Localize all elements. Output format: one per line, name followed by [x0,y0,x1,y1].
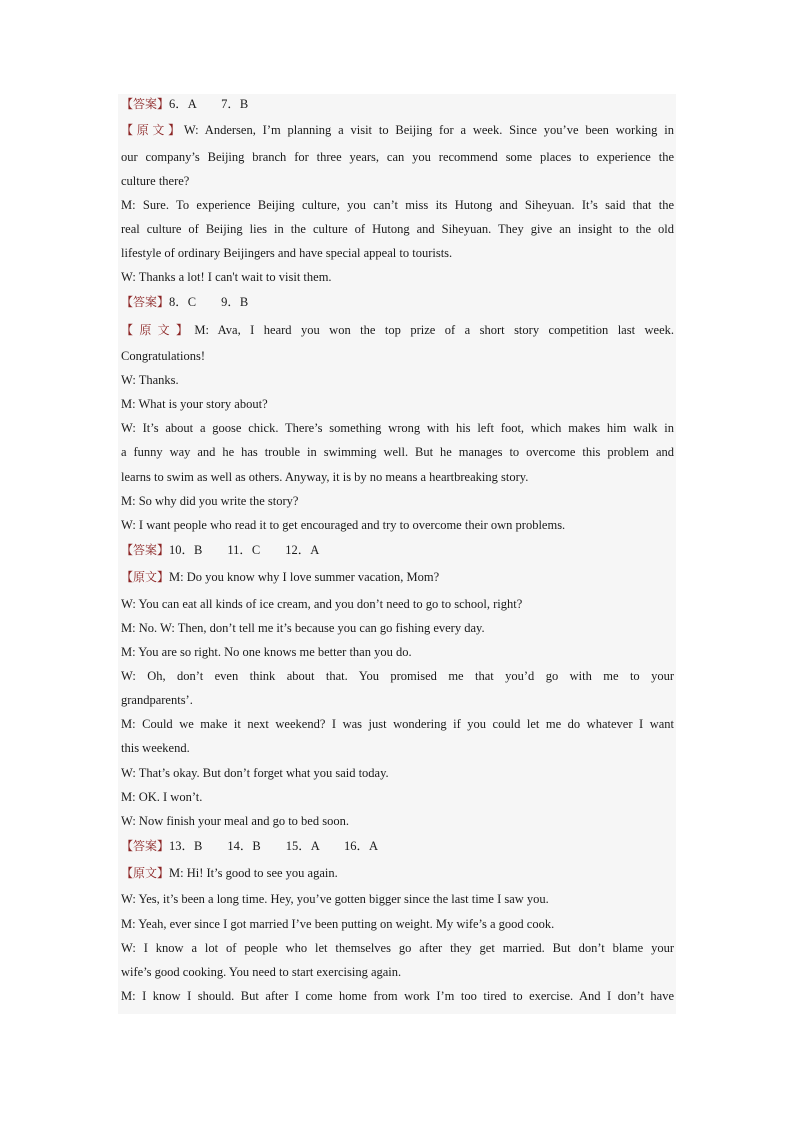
section-tag: 【原文】 [121,866,170,880]
transcript-line [121,692,674,708]
line-text: real culture of Beijing lies in the culture of Hutong and Siheyuan. They give an insight to the old [121,222,674,236]
transcript-line [121,916,674,932]
line-text: M: Ava, I heard you won the top prize of a short story competition last week. [194,323,674,337]
transcript-line [121,988,674,1004]
line-text: our company’s Beijing branch for three years, can you recommend some places to experience the [121,150,674,164]
transcript-line [121,173,674,189]
transcript-line [121,396,674,412]
line-text: a funny way and he has trouble in swimming well. But he manages to overcome this problem and [121,445,674,459]
transcript-line [121,372,674,388]
transcript-line [121,620,674,636]
transcript-line [121,221,674,237]
line-text: grandparents’. [121,693,193,707]
line-text: 10．B 11．C 12．A [169,543,320,557]
transcript-line [121,444,674,460]
line-text: W: It’s about a goose chick. There’s something wrong with his left foot, which makes him walk in [121,421,674,435]
line-text: W: Thanks a lot! I can't wait to visit them. [121,270,332,284]
line-text: lifestyle of ordinary Beijingers and have special appeal to tourists. [121,246,453,260]
transcript-line [121,149,674,165]
line-text: M: No. W: Then, don’t tell me it’s because you can go fishing every day. [121,621,485,635]
line-text: M: You are so right. No one knows me better than you do. [121,645,412,659]
line-text: W: Yes, it’s been a long time. Hey, you’ve gotten bigger since the last time I saw you. [121,892,549,906]
transcript-line [121,420,674,436]
answer-line [121,322,674,338]
line-text: W: Now finish your meal and go to bed soon. [121,814,349,828]
transcript-line [121,668,674,684]
line-text: M: OK. I won’t. [121,790,203,804]
answer-line [121,542,674,558]
answer-line [121,865,674,881]
line-text: W: Thanks. [121,373,179,387]
line-text: W: Oh, don’t even think about that. You promised me that you’d go with me to your [121,669,674,683]
section-tag: 【答案】 [121,97,170,111]
transcript-line [121,940,674,956]
line-text: learns to swim as well as others. Anyway, it is by no means a heartbreaking story. [121,470,529,484]
transcript-line [121,644,674,660]
line-text: M: Sure. To experience Beijing culture, you can’t miss its Hutong and Siheyuan. It’s said that the [121,198,674,212]
line-text: W: I know a lot of people who let themselves go after they get married. But don’t blame your [121,941,674,955]
line-text: M: So why did you write the story? [121,494,299,508]
transcript-line [121,765,674,781]
transcript-line [121,716,674,732]
answer-line [121,569,674,585]
transcript-line [121,493,674,509]
line-text: 13．B 14．B 15．A 16．A [169,839,379,853]
line-text: M: Do you know why I love summer vacation, Mom? [169,570,440,584]
answer-line [121,122,674,138]
section-tag: 【原文】 [121,123,184,137]
line-text: M: What is your story about? [121,397,268,411]
transcript-line [121,348,674,364]
transcript-line [121,197,674,213]
transcript-line [121,891,674,907]
line-text: M: I know I should. But after I come home from work I’m too tired to exercise. And I don’t have [121,989,674,1003]
transcript-line [121,964,674,980]
line-text: 8．C 9．B [169,295,249,309]
answer-line [121,294,674,310]
line-text: culture there? [121,174,190,188]
transcript-line [121,517,674,533]
line-text: M: Hi! It’s good to see you again. [169,866,338,880]
document-page [118,94,676,1014]
section-tag: 【答案】 [121,839,170,853]
transcript-line [121,245,674,261]
transcript-line [121,269,674,285]
line-text: Congratulations! [121,349,206,363]
answer-line [121,838,674,854]
section-tag: 【答案】 [121,295,170,309]
transcript-line [121,813,674,829]
transcript-line [121,740,674,756]
line-text: M: Could we make it next weekend? I was just wondering if you could let me do whatever I want [121,717,674,731]
transcript-line [121,789,674,805]
transcript-line [121,596,674,612]
line-text: W: That’s okay. But don’t forget what you said today. [121,766,389,780]
line-text: wife’s good cooking. You need to start exercising again. [121,965,402,979]
line-text: 6．A 7．B [169,97,249,111]
line-text: this weekend. [121,741,190,755]
line-text: M: Yeah, ever since I got married I’ve been putting on weight. My wife’s a good cook. [121,917,555,931]
section-tag: 【答案】 [121,543,170,557]
transcript-line [121,469,674,485]
section-tag: 【原文】 [121,323,195,337]
section-tag: 【原文】 [121,570,170,584]
answer-line [121,96,674,112]
line-text: W: Andersen, I’m planning a visit to Beijing for a week. Since you’ve been working in [183,123,674,137]
line-text: W: You can eat all kinds of ice cream, and you don’t need to go to school, right? [121,597,523,611]
line-text: W: I want people who read it to get encouraged and try to overcome their own problems. [121,518,566,532]
